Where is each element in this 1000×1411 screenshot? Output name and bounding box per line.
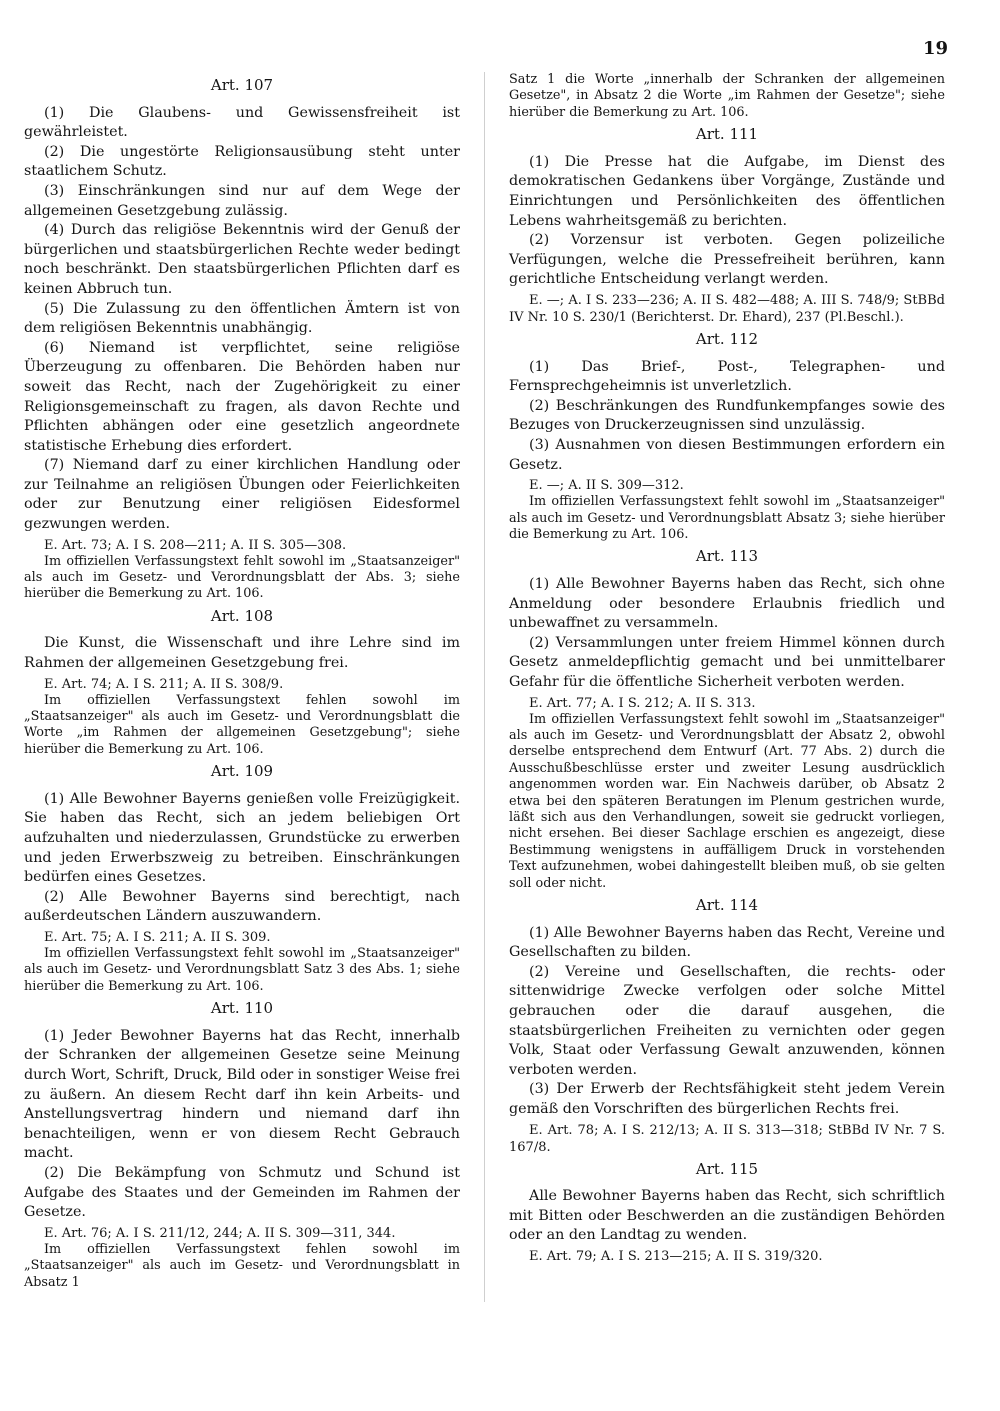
article-114 bbox=[509, 896, 945, 1156]
article-107 bbox=[24, 76, 460, 603]
article-note-continuation: Satz 1 die Worte „innerhalb der Schranken der allgemeinen Gesetze", in Absatz 2 die Worte „im Rahmen der Gesetze"; siehe hierüber die Bemerkung zu Art. 106. bbox=[509, 72, 945, 120]
article-reference: E. —; A. II S. 309—312. bbox=[529, 478, 684, 494]
article-reference: E. Art. 77; A. I S. 212; A. II S. 313. bbox=[529, 695, 756, 711]
article-reference: E. Art. 76; A. I S. 211/12, 244; A. II S. 309—311, 344. bbox=[44, 1225, 396, 1241]
article-paragraph: (6) Niemand ist verpflichtet, seine religiöse Überzeugung zu offenbaren. Die Behörden haben nur soweit das Recht, nach der Zugehörigkeit zu einer Religionsgemeinschaft zu fragen, als davon Rechte und Pflichten abhängen oder eine gesetzlich angeordnete statistische Erhebung dies erfordert. bbox=[24, 339, 460, 454]
article-note: Im offiziellen Verfassungstext fehlt sowohl im „Staatsanzeiger" als auch im Gesetz- und Verordnungsblatt Satz 3 des Abs. 1; siehe hierüber die Bemerkung zu Art. 106. bbox=[24, 946, 460, 994]
article-heading: Art. 109 bbox=[210, 762, 274, 781]
article-note: Im offiziellen Verfassungstext fehlt sowohl im „Staatsanzeiger" als auch im Gesetz- und Verordnungsblatt der Abs. 3; siehe hierüber die Bemerkung zu Art. 106. bbox=[24, 553, 460, 602]
article-paragraph: (4) Durch das religiöse Bekenntnis wird der Genuß der bürgerlichen und staatsbürgerlichen Rechte weder bedingt noch beschränkt. Den staatsbürgerlichen Pflichten darf es keinen Abbruch tun. bbox=[24, 222, 460, 297]
article-paragraph: (2) Versammlungen unter freiem Himmel können durch Gesetz anmeldepflichtig gemacht und bei unmittelbarer Gefahr für die öffentliche Sicherheit verboten werden. bbox=[509, 634, 945, 690]
article-reference: E. Art. 75; A. I S. 211; A. II S. 309. bbox=[44, 930, 271, 946]
article-paragraph: (1) Alle Bewohner Bayerns haben das Recht, Vereine und Gesellschaften zu bilden. bbox=[509, 924, 945, 961]
article-heading: Art. 111 bbox=[695, 125, 759, 144]
article-110 bbox=[24, 999, 460, 1291]
article-paragraph: (1) Alle Bewohner Bayerns genießen volle Freizügigkeit. Sie haben das Recht, sich an jedem beliebigen Ort aufzuhalten und niederzulassen, Grundstücke zu erwerben und jeden Erwerbszweig zu betreiben. Einschränkungen bedürfen eines Gesetzes. bbox=[24, 790, 460, 886]
article-paragraph: (2) Vereine und Gesellschaften, die rechts- oder sittenwidrige Zwecke verfolgen oder solche Mittel gebrauchen oder die darauf ausgehen, die staatsbürgerlichen Freiheiten zu vernichten oder gegen Volk, Staat oder Verfassung Gewalt anzuwenden, können verboten werden. bbox=[509, 963, 945, 1078]
article-reference: E. —; A. I S. 233—236; A. II S. 482—488; A. III S. 748/9; StBBd IV Nr. 10 S. 230/1 (Berichterst. Dr. Ehard), 237 (Pl.Beschl.). bbox=[509, 292, 945, 325]
article-111 bbox=[509, 125, 945, 326]
article-paragraph: (2) Die Bekämpfung von Schmutz und Schund ist Aufgabe des Staates und der Gemeinden im Rahmen der Gesetze. bbox=[24, 1165, 460, 1221]
article-paragraph: Die Kunst, die Wissenschaft und ihre Lehre sind im Rahmen der allgemeinen Gesetzgebung frei. bbox=[24, 635, 460, 672]
article-110-continuation bbox=[509, 72, 945, 121]
article-paragraph: (2) Vorzensur ist verboten. Gegen polizeiliche Verfügungen, welche die Pressefreiheit berühren, kann gerichtliche Entscheidung verlangt werden. bbox=[509, 232, 945, 288]
article-paragraph: (3) Einschränkungen sind nur auf dem Wege der allgemeinen Gesetzgebung zulässig. bbox=[24, 182, 460, 219]
article-heading: Art. 113 bbox=[695, 547, 759, 566]
article-paragraph: (2) Beschränkungen des Rundfunkempfanges sowie des Bezuges von Druckerzeugnissen sind unzulässig. bbox=[509, 397, 945, 434]
article-reference: E. Art. 73; A. I S. 208—211; A. II S. 305—308. bbox=[44, 537, 347, 553]
article-reference: E. Art. 78; A. I S. 212/13; A. II S. 313—318; StBBd IV Nr. 7 S. 167/8. bbox=[509, 1122, 945, 1155]
article-paragraph: (3) Ausnahmen von diesen Bestimmungen erfordern ein Gesetz. bbox=[509, 436, 945, 473]
column-divider bbox=[484, 72, 485, 1302]
article-note: Im offiziellen Verfassungstext fehlt sowohl im „Staatsanzeiger" als auch im Gesetz- und Verordnungsblatt Absatz 3; siehe hierüber die Bemerkung zu Art. 106. bbox=[509, 494, 945, 542]
right-column bbox=[509, 72, 945, 1269]
article-heading: Art. 114 bbox=[695, 895, 759, 914]
article-heading: Art. 112 bbox=[695, 329, 759, 348]
article-paragraph: (1) Jeder Bewohner Bayerns hat das Recht, innerhalb der Schranken der allgemeinen Gesetze seine Meinung durch Wort, Schrift, Druck, Bild oder in sonstiger Weise frei zu äußern. An diesem Recht darf ihn kein Arbeits- und Anstellungsvertrag hindern und niemand darf ihn benachteiligen, wenn er von diesem Recht Gebrauch macht. bbox=[24, 1027, 460, 1162]
article-paragraph: (2) Die ungestörte Religionsausübung steht unter staatlichem Schutz. bbox=[24, 143, 460, 180]
article-paragraph: (1) Das Brief-, Post-, Telegraphen- und Fernsprechgeheimnis ist unverletzlich. bbox=[509, 358, 945, 395]
article-paragraph: (1) Alle Bewohner Bayerns haben das Recht, sich ohne Anmeldung oder besondere Erlaubnis friedlich und unbewaffnet zu versammeln. bbox=[509, 575, 945, 632]
article-paragraph: Alle Bewohner Bayerns haben das Recht, sich schriftlich mit Bitten oder Beschwerden an die zuständigen Behörden oder an den Landtag zu wenden. bbox=[509, 1188, 945, 1244]
article-108 bbox=[24, 607, 460, 758]
article-reference: E. Art. 74; A. I S. 211; A. II S. 308/9. bbox=[44, 676, 284, 692]
article-109 bbox=[24, 762, 460, 995]
article-heading: Art. 110 bbox=[210, 999, 274, 1018]
article-note: Im offiziellen Verfassungstext fehlen sowohl im „Staatsanzeiger" als auch im Gesetz- und Verordnungsblatt die Worte „im Rahmen der allgemeinen Gesetzgebung"; siehe hierüber die Bemerkung zu Art. 106. bbox=[24, 692, 460, 757]
article-note: Im offiziellen Verfassungstext fehlen sowohl im „Staatsanzeiger" als auch im Gesetz- und Verordnungsblatt in Absatz 1 bbox=[24, 1241, 460, 1290]
article-paragraph: (3) Der Erwerb der Rechtsfähigkeit steht jedem Verein gemäß den Vorschriften des bürgerlichen Rechts frei. bbox=[509, 1081, 945, 1117]
article-reference: E. Art. 79; A. I S. 213—215; A. II S. 319/320. bbox=[529, 1248, 823, 1264]
article-paragraph: (7) Niemand darf zu einer kirchlichen Handlung oder zur Teilnahme an religiösen Übungen oder Feierlichkeiten oder zur Benutzung einer religiösen Eidesformel gezwungen werden. bbox=[24, 457, 460, 533]
article-115 bbox=[509, 1160, 945, 1265]
page-number: 19 bbox=[922, 38, 948, 59]
article-paragraph: (1) Die Glaubens- und Gewissensfreiheit ist gewährleistet. bbox=[24, 104, 460, 141]
article-113 bbox=[509, 547, 945, 892]
left-column bbox=[24, 72, 460, 1295]
article-note: Im offiziellen Verfassungstext fehlt sowohl im „Staatsanzeiger" als auch im Gesetz- und Verordnungsblatt der Absatz 2, obwohl derselbe entsprechend dem Entwurf (Art. 77 Abs. 2) durch die Ausschußbeschlüsse erster und zweiter Lesung ausdrücklich angenommen worden war. Ein Nachweis darüber, ob Absatz 2 etwa bei den späteren Beratungen im Plenum gestrichen wurde, läßt sich aus den Verhandlungen, soweit sie gedruckt vorliegen, nicht ersehen. Bei dieser Sachlage erschien es angezeigt, diese Bestimmung wenigstens in auffälligem Druck in vorstehenden Text aufzunehmen, wobei dahingestellt bleiben muß, ob sie gelten soll oder nicht. bbox=[509, 711, 945, 891]
article-paragraph: (1) Die Presse hat die Aufgabe, im Dienst des demokratischen Gedankens über Vorgänge, Zustände und Einrichtungen und Persönlichkeiten des öffentlichen Lebens wahrheitsgemäß zu berichten. bbox=[509, 153, 945, 229]
article-heading: Art. 115 bbox=[695, 1159, 759, 1178]
article-heading: Art. 108 bbox=[210, 606, 274, 625]
article-paragraph: (2) Alle Bewohner Bayerns sind berechtigt, nach außerdeutschen Ländern auszuwandern. bbox=[24, 888, 460, 925]
article-paragraph: (5) Die Zulassung zu den öffentlichen Ämtern ist von dem religiösen Bekenntnis unabhängig. bbox=[24, 300, 460, 337]
article-heading: Art. 107 bbox=[210, 76, 274, 94]
article-112 bbox=[509, 330, 945, 543]
